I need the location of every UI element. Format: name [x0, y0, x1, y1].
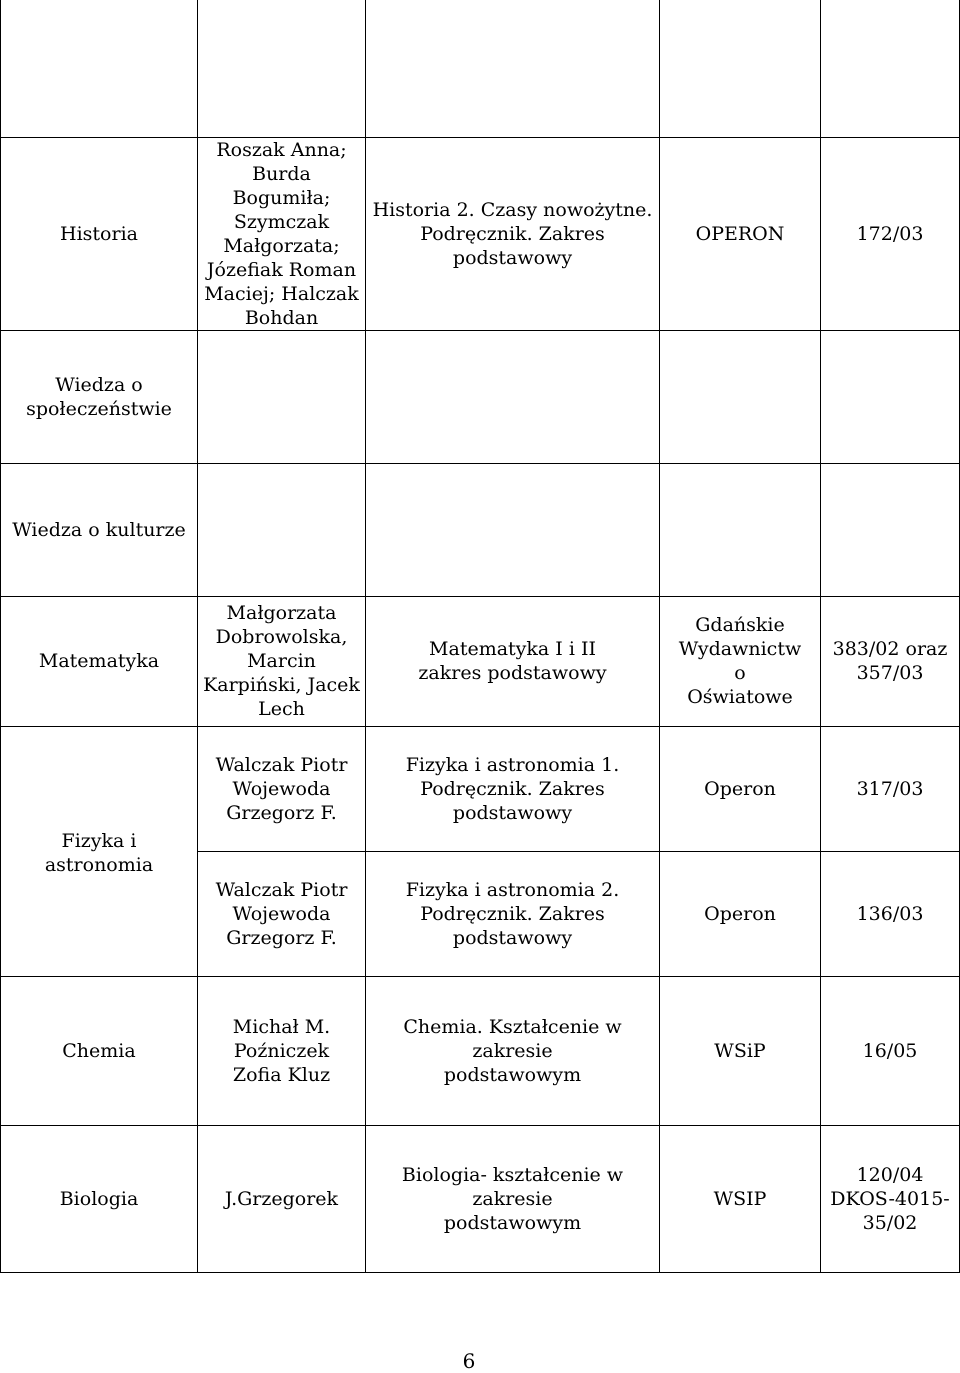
- subject-label: Chemia: [62, 1039, 136, 1062]
- subject-label: Historia: [60, 222, 138, 245]
- subject-label: Wiedza o społeczeństwie: [26, 373, 172, 420]
- title-cell: [366, 851, 660, 976]
- publisher-text: Operon: [704, 777, 776, 800]
- authors-cell: [198, 596, 366, 726]
- authors-cell: [198, 330, 366, 463]
- approval-number-cell: [821, 851, 960, 976]
- subject-cell: [1, 137, 198, 330]
- publisher-text: Gdańskie Wydawnictw o Oświatowe: [678, 614, 802, 708]
- book-title: Biologia- kształcenie w zakresie podstawowym: [401, 1163, 624, 1234]
- authors-text: Walczak Piotr Wojewoda Grzegorz F.: [215, 753, 348, 824]
- empty-cell: [366, 0, 660, 137]
- publisher-cell: [660, 137, 821, 330]
- approval-number-cell: [821, 1125, 960, 1272]
- subject-cell: [1, 330, 198, 463]
- authors-text: Michał M. Poźniczek Zofia Kluz: [232, 1015, 331, 1086]
- book-title: Historia 2. Czasy nowożytne. Podręcznik. Zakres podstawowy: [372, 198, 653, 269]
- approval-number: 172/03: [856, 222, 924, 245]
- approval-number-cell: [821, 463, 960, 596]
- authors-cell: [198, 976, 366, 1125]
- subject-label: Biologia: [59, 1187, 139, 1210]
- authors-cell: [198, 463, 366, 596]
- subject-cell: [1, 596, 198, 726]
- table-row: [1, 726, 960, 851]
- table-row-empty-top: [1, 0, 960, 137]
- authors-cell: [198, 851, 366, 976]
- title-cell: [366, 330, 660, 463]
- subject-cell: [1, 726, 198, 976]
- page-number: 6: [462, 1349, 476, 1373]
- publisher-cell: [660, 596, 821, 726]
- title-cell: [366, 726, 660, 851]
- empty-cell: [821, 0, 960, 137]
- publisher-cell: [660, 330, 821, 463]
- book-title: Fizyka i astronomia 2. Podręcznik. Zakres podstawowy: [405, 878, 620, 949]
- authors-text: Małgorzata Dobrowolska, Marcin Karpiński, Jacek Lech: [203, 602, 360, 720]
- publisher-cell: [660, 463, 821, 596]
- authors-text: J.Grzegorek: [224, 1187, 339, 1210]
- subject-label: Wiedza o kulturze: [12, 518, 186, 541]
- approval-number: 317/03: [856, 777, 924, 800]
- book-title: Matematyka I i II zakres podstawowy: [418, 638, 607, 684]
- publisher-cell: [660, 726, 821, 851]
- empty-cell: [660, 0, 821, 137]
- title-cell: [366, 976, 660, 1125]
- publisher-cell: [660, 851, 821, 976]
- approval-number: 120/04 DKOS-4015- 35/02: [830, 1163, 950, 1234]
- subject-cell: [1, 463, 198, 596]
- table-row: [1, 137, 960, 330]
- empty-cell: [1, 0, 198, 137]
- table-row: [1, 1125, 960, 1272]
- approval-number-cell: [821, 330, 960, 463]
- table-row: [1, 976, 960, 1125]
- approval-number-cell: [821, 726, 960, 851]
- approval-number: 383/02 oraz 357/03: [832, 638, 948, 684]
- approval-number: 136/03: [856, 902, 924, 925]
- approval-number-cell: [821, 976, 960, 1125]
- publisher-text: WSiP: [714, 1039, 766, 1062]
- authors-cell: [198, 1125, 366, 1272]
- authors-text: Roszak Anna; Burda Bogumiła; Szymczak Małgorzata; Józefiak Roman Maciej; Halczak Bohdan: [204, 138, 359, 329]
- empty-cell: [198, 0, 366, 137]
- table-row: [1, 463, 960, 596]
- title-cell: [366, 1125, 660, 1272]
- authors-cell: [198, 726, 366, 851]
- publisher-text: Operon: [704, 902, 776, 925]
- subject-label: Fizyka i astronomia: [44, 830, 154, 876]
- table-row: [1, 596, 960, 726]
- title-cell: [366, 596, 660, 726]
- approval-number-cell: [821, 137, 960, 330]
- book-title: Chemia. Kształcenie w zakresie podstawowym: [403, 1015, 622, 1086]
- publisher-cell: [660, 976, 821, 1125]
- authors-cell: [198, 137, 366, 330]
- approval-number: 16/05: [862, 1039, 918, 1062]
- subject-cell: [1, 1125, 198, 1272]
- book-title: Fizyka i astronomia 1. Podręcznik. Zakres podstawowy: [405, 753, 620, 824]
- publisher-text: WSIP: [713, 1187, 767, 1210]
- title-cell: [366, 137, 660, 330]
- authors-text: Walczak Piotr Wojewoda Grzegorz F.: [215, 878, 348, 949]
- publisher-text: OPERON: [695, 222, 785, 245]
- publisher-cell: [660, 1125, 821, 1272]
- title-cell: [366, 463, 660, 596]
- approval-number-cell: [821, 596, 960, 726]
- subject-label: Matematyka: [38, 650, 160, 672]
- subject-cell: [1, 976, 198, 1125]
- table-row: [1, 330, 960, 463]
